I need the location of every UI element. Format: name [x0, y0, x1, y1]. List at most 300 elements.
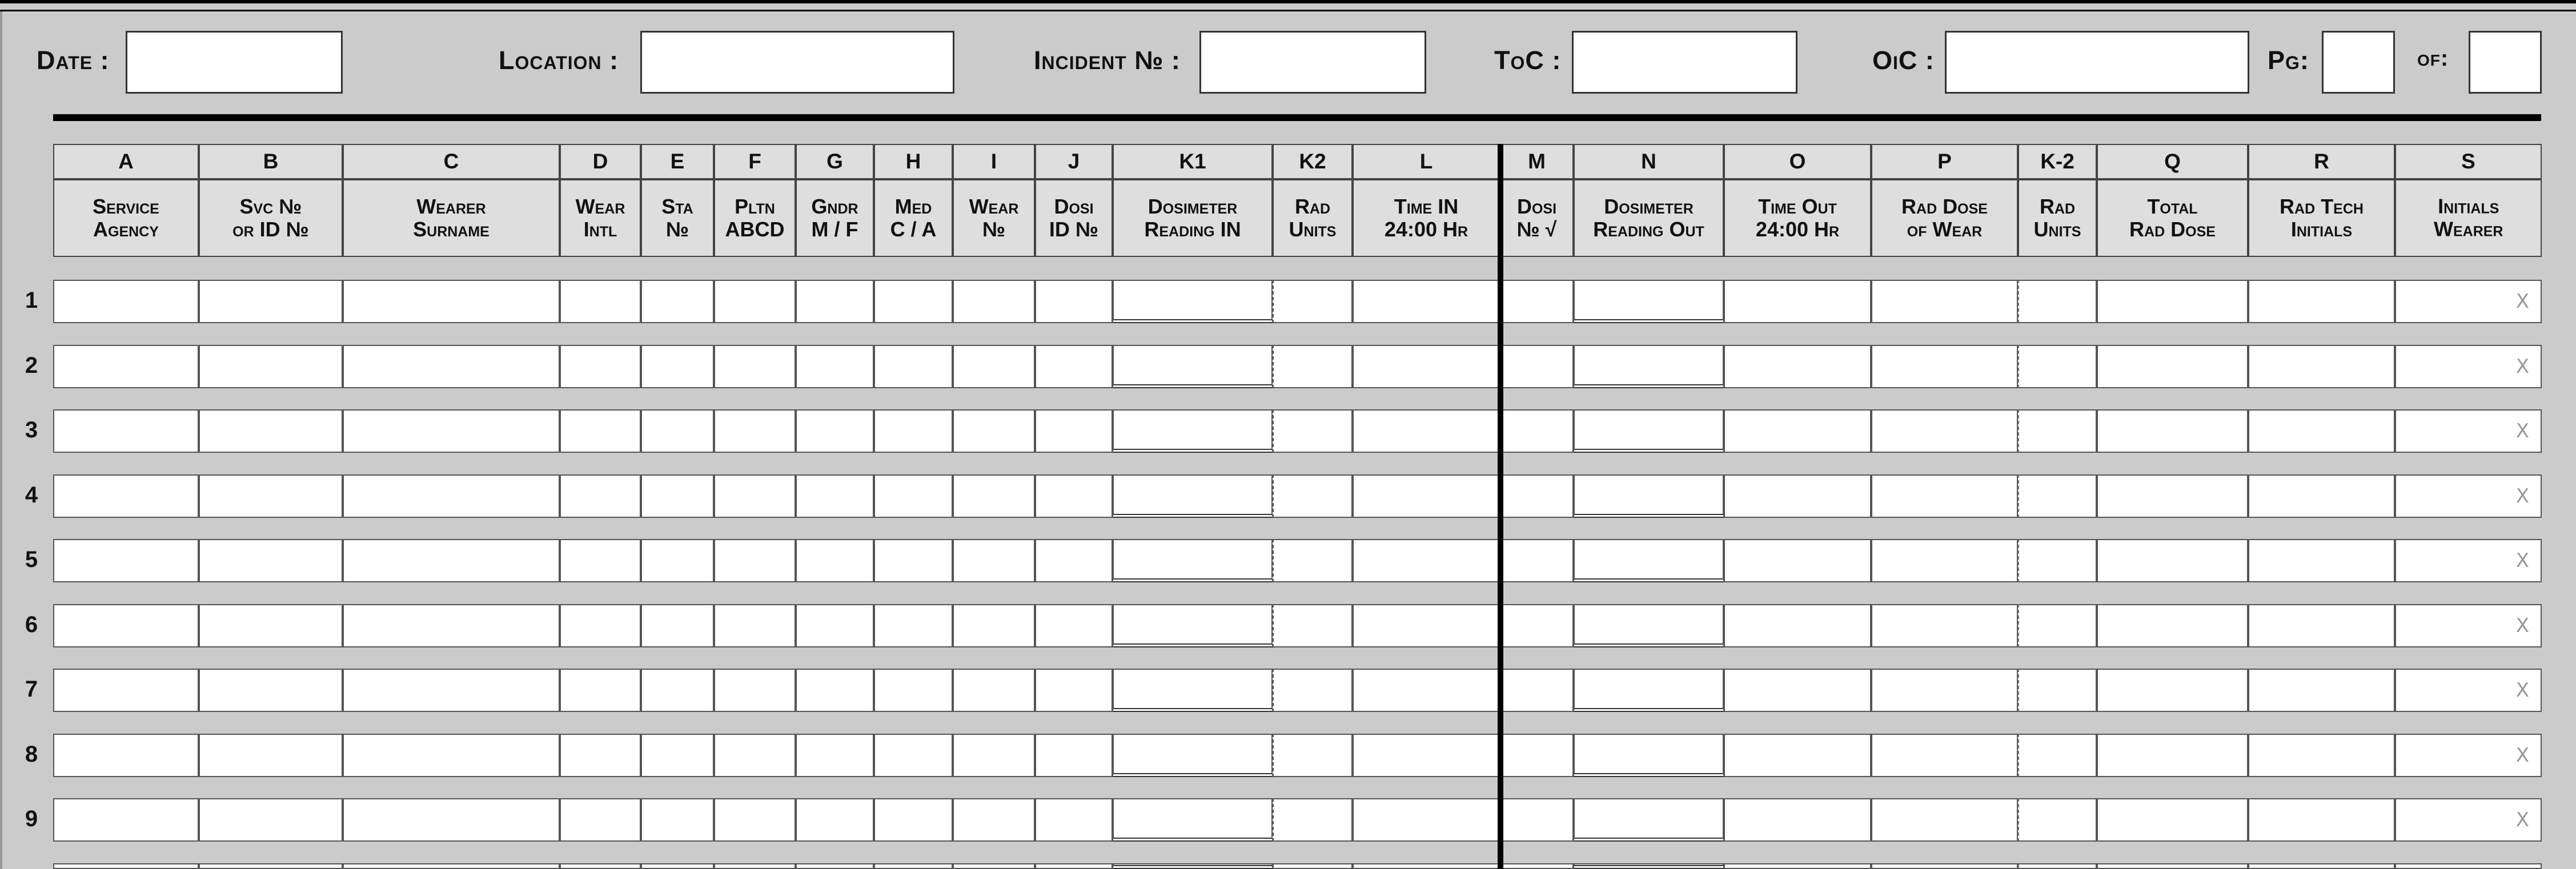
table-cell-k2[interactable] [1273, 604, 1353, 647]
table-cell-q[interactable] [2097, 734, 2248, 777]
table-cell-e[interactable] [641, 734, 714, 777]
table-cell-n[interactable] [1574, 280, 1724, 323]
table-cell-f[interactable] [714, 669, 796, 712]
table-cell-g[interactable] [796, 539, 874, 582]
table-cell-q[interactable] [2097, 345, 2248, 388]
column-header-line1: Svc № [239, 195, 302, 219]
table-cell-a[interactable] [53, 734, 199, 777]
table-cell-g[interactable] [796, 604, 874, 647]
top-border [0, 0, 2576, 11]
column-header-line2: Intl [583, 218, 617, 241]
table-cell-f[interactable] [714, 280, 796, 323]
table-cell-j[interactable] [1035, 409, 1113, 453]
table-cell-l[interactable] [1353, 474, 1500, 518]
table-cell-q[interactable] [2097, 669, 2248, 712]
row-number: 8 [25, 742, 38, 767]
table-cell-n[interactable] [1574, 474, 1724, 518]
column-header-line1: Gndr [811, 195, 858, 219]
page-of-label: of: [2417, 46, 2449, 71]
table-cell-k-2[interactable] [2018, 798, 2097, 842]
column-letter-f: F [714, 144, 796, 179]
table-cell-q[interactable] [2097, 863, 2248, 869]
column-header-line1: Rad Tech [2280, 195, 2364, 219]
table-cell-k2[interactable] [1273, 345, 1353, 388]
table-cell-h[interactable] [874, 280, 953, 323]
column-header-text [2280, 195, 2364, 240]
table-cell-s[interactable] [2395, 539, 2542, 582]
table-cell-h[interactable] [874, 539, 953, 582]
table-cell-s[interactable] [2395, 345, 2542, 388]
location-field[interactable] [640, 31, 954, 94]
column-header-line1: Rad Dose [1901, 195, 1988, 219]
left-border [0, 11, 2, 869]
column-header-text [1144, 195, 1241, 240]
table-cell-s[interactable] [2395, 604, 2542, 647]
table-cell-a[interactable] [53, 604, 199, 647]
row-number: 6 [25, 612, 38, 637]
wearer-initials-mark: X [2515, 808, 2529, 831]
table-cell-p[interactable] [1871, 798, 2018, 842]
table-cell-k2[interactable] [1273, 734, 1353, 777]
row-number: 7 [25, 677, 38, 702]
table-cell-d[interactable] [560, 669, 641, 712]
table-cell-o[interactable] [1724, 539, 1871, 582]
column-header-line1: Dosi [1054, 195, 1094, 219]
column-header-h [874, 179, 953, 257]
table-cell-d[interactable] [560, 345, 641, 388]
table-cell-r[interactable] [2248, 798, 2395, 842]
column-header-text [2434, 195, 2503, 240]
column-header-line2: № [665, 218, 689, 241]
incident-label: Incident № : [1034, 46, 1181, 75]
table-cell-a[interactable] [53, 409, 199, 453]
page-label: Pg: [2268, 46, 2309, 75]
column-letter-h: H [874, 144, 953, 179]
table-cell-r[interactable] [2248, 474, 2395, 518]
table-cell-j[interactable] [1035, 280, 1113, 323]
table-cell-m[interactable] [1500, 863, 1574, 869]
oic-label: OiC : [1872, 46, 1935, 75]
table-cell-c[interactable] [343, 604, 560, 647]
table-cell-q[interactable] [2097, 604, 2248, 647]
column-header-line2: ID № [1049, 218, 1099, 241]
column-header-line2: Reading IN [1144, 218, 1241, 241]
table-cell-g[interactable] [796, 734, 874, 777]
table-cell-j[interactable] [1035, 539, 1113, 582]
table-cell-d[interactable] [560, 539, 641, 582]
table-cell-e[interactable] [641, 798, 714, 842]
column-header-g [796, 179, 874, 257]
table-cell-j[interactable] [1035, 798, 1113, 842]
table-cell-j[interactable] [1035, 604, 1113, 647]
table-cell-l[interactable] [1353, 863, 1500, 869]
table-cell-i[interactable] [953, 409, 1035, 453]
table-cell-c[interactable] [343, 863, 560, 869]
table-cell-a[interactable] [53, 863, 199, 869]
table-cell-g[interactable] [796, 345, 874, 388]
column-header-line2: ABCD [725, 218, 785, 241]
table-cell-s[interactable] [2395, 863, 2542, 869]
column-header-j [1035, 179, 1113, 257]
header-rule [53, 114, 2541, 121]
table-cell-k2[interactable] [1273, 863, 1353, 869]
table-cell-k1[interactable] [1113, 409, 1273, 453]
table-cell-k-2[interactable] [2018, 474, 2097, 518]
table-cell-e[interactable] [641, 474, 714, 518]
table-cell-b[interactable] [199, 669, 343, 712]
table-cell-c[interactable] [343, 474, 560, 518]
table-cell-r[interactable] [2248, 604, 2395, 647]
column-header-text [1901, 195, 1988, 240]
table-cell-o[interactable] [1724, 280, 1871, 323]
column-header-line2: C / A [890, 218, 937, 241]
table-cell-d[interactable] [560, 280, 641, 323]
table-cell-b[interactable] [199, 604, 343, 647]
column-header-line1: Service [93, 195, 159, 219]
table-cell-i[interactable] [953, 280, 1035, 323]
table-cell-i[interactable] [953, 539, 1035, 582]
table-cell-s[interactable] [2395, 474, 2542, 518]
table-cell-k1[interactable] [1113, 863, 1273, 869]
table-cell-p[interactable] [1871, 474, 2018, 518]
table-cell-g[interactable] [796, 409, 874, 453]
column-header-line2: Agency [93, 218, 159, 241]
column-header-text [1756, 195, 1839, 240]
table-cell-b[interactable] [199, 474, 343, 518]
table-cell-r[interactable] [2248, 734, 2395, 777]
column-header-k1 [1113, 179, 1273, 257]
table-cell-h[interactable] [874, 345, 953, 388]
table-cell-r[interactable] [2248, 863, 2395, 869]
incident-field[interactable] [1199, 31, 1426, 94]
table-cell-k1[interactable] [1113, 345, 1273, 388]
table-cell-k-2[interactable] [2018, 539, 2097, 582]
table-cell-n[interactable] [1574, 669, 1724, 712]
table-cell-n[interactable] [1574, 798, 1724, 842]
table-cell-k-2[interactable] [2018, 863, 2097, 869]
table-cell-q[interactable] [2097, 798, 2248, 842]
table-cell-r[interactable] [2248, 345, 2395, 388]
column-header-text [413, 195, 489, 240]
table-cell-r[interactable] [2248, 409, 2395, 453]
table-cell-g[interactable] [796, 280, 874, 323]
table-cell-d[interactable] [560, 409, 641, 453]
table-cell-o[interactable] [1724, 345, 1871, 388]
table-cell-a[interactable] [53, 669, 199, 712]
table-cell-h[interactable] [874, 409, 953, 453]
table-cell-b[interactable] [199, 798, 343, 842]
wearer-initials-mark: X [2515, 549, 2529, 572]
table-cell-k2[interactable] [1273, 409, 1353, 453]
table-cell-l[interactable] [1353, 409, 1500, 453]
table-cell-h[interactable] [874, 863, 953, 869]
column-letter-j: J [1035, 144, 1113, 179]
table-cell-o[interactable] [1724, 669, 1871, 712]
table-cell-i[interactable] [953, 474, 1035, 518]
column-header-text [661, 195, 693, 240]
table-cell-d[interactable] [560, 863, 641, 869]
table-cell-p[interactable] [1871, 734, 2018, 777]
table-cell-k-2[interactable] [2018, 280, 2097, 323]
table-cell-m[interactable] [1500, 409, 1574, 453]
table-cell-k2[interactable] [1273, 474, 1353, 518]
table-cell-q[interactable] [2097, 280, 2248, 323]
table-cell-o[interactable] [1724, 863, 1871, 869]
column-letter-k1: K1 [1113, 144, 1273, 179]
column-letter-s: S [2395, 144, 2542, 179]
column-header-line1: Time Out [1758, 195, 1837, 219]
table-cell-g[interactable] [796, 474, 874, 518]
table-cell-h[interactable] [874, 734, 953, 777]
table-cell-n[interactable] [1574, 409, 1724, 453]
table-cell-b[interactable] [199, 539, 343, 582]
oic-field[interactable] [1945, 31, 2249, 94]
column-header-line1: Pltn [735, 195, 775, 219]
table-cell-p[interactable] [1871, 669, 2018, 712]
table-cell-i[interactable] [953, 345, 1035, 388]
table-cell-l[interactable] [1353, 539, 1500, 582]
column-header-i [953, 179, 1035, 257]
column-header-line1: Med [894, 195, 932, 219]
table-cell-s[interactable] [2395, 669, 2542, 712]
table-cell-k1[interactable] [1113, 474, 1273, 518]
table-cell-g[interactable] [796, 863, 874, 869]
page-field[interactable] [2322, 31, 2395, 94]
column-header-line1: Rad [1294, 195, 1331, 219]
table-cell-i[interactable] [953, 604, 1035, 647]
table-cell-o[interactable] [1724, 798, 1871, 842]
table-cell-b[interactable] [199, 863, 343, 869]
table-cell-k2[interactable] [1273, 669, 1353, 712]
table-cell-s[interactable] [2395, 280, 2542, 323]
table-cell-i[interactable] [953, 734, 1035, 777]
column-header-text [811, 195, 858, 240]
table-cell-m[interactable] [1500, 345, 1574, 388]
table-cell-a[interactable] [53, 345, 199, 388]
table-cell-n[interactable] [1574, 345, 1724, 388]
table-cell-j[interactable] [1035, 669, 1113, 712]
table-cell-p[interactable] [1871, 863, 2018, 869]
wearer-initials-mark: X [2515, 355, 2529, 378]
table-cell-l[interactable] [1353, 280, 1500, 323]
table-cell-g[interactable] [796, 798, 874, 842]
table-cell-c[interactable] [343, 734, 560, 777]
table-cell-e[interactable] [641, 604, 714, 647]
table-cell-s[interactable] [2395, 409, 2542, 453]
column-letter-b: B [199, 144, 343, 179]
table-cell-b[interactable] [199, 345, 343, 388]
table-cell-k-2[interactable] [2018, 734, 2097, 777]
table-cell-o[interactable] [1724, 474, 1871, 518]
column-header-line2: Initials [2290, 218, 2353, 241]
table-cell-s[interactable] [2395, 734, 2542, 777]
table-cell-n[interactable] [1574, 604, 1724, 647]
column-header-text [232, 195, 309, 240]
table-cell-m[interactable] [1500, 734, 1574, 777]
table-cell-k-2[interactable] [2018, 345, 2097, 388]
table-cell-j[interactable] [1035, 734, 1113, 777]
table-cell-a[interactable] [53, 539, 199, 582]
table-cell-h[interactable] [874, 669, 953, 712]
table-cell-c[interactable] [343, 798, 560, 842]
column-header-line1: Wearer [2433, 218, 2503, 241]
table-cell-b[interactable] [199, 734, 343, 777]
table-cell-f[interactable] [714, 863, 796, 869]
table-cell-e[interactable] [641, 539, 714, 582]
table-cell-a[interactable] [53, 798, 199, 842]
table-cell-k1[interactable] [1113, 604, 1273, 647]
table-cell-d[interactable] [560, 798, 641, 842]
table-cell-h[interactable] [874, 798, 953, 842]
table-cell-k1[interactable] [1113, 734, 1273, 777]
column-header-line2: or ID № [232, 218, 309, 241]
table-cell-m[interactable] [1500, 798, 1574, 842]
table-cell-f[interactable] [714, 734, 796, 777]
table-cell-c[interactable] [343, 409, 560, 453]
column-letter-a: A [53, 144, 199, 179]
table-cell-k1[interactable] [1113, 669, 1273, 712]
table-cell-c[interactable] [343, 345, 560, 388]
column-letter-g: G [796, 144, 874, 179]
column-header-k2 [1273, 179, 1353, 257]
table-cell-k2[interactable] [1273, 280, 1353, 323]
table-cell-e[interactable] [641, 863, 714, 869]
table-cell-l[interactable] [1353, 604, 1500, 647]
table-cell-m[interactable] [1500, 474, 1574, 518]
table-cell-m[interactable] [1500, 604, 1574, 647]
table-cell-d[interactable] [560, 734, 641, 777]
row-number: 1 [25, 288, 38, 313]
column-header-text [725, 195, 785, 240]
table-cell-m[interactable] [1500, 669, 1574, 712]
table-cell-a[interactable] [53, 280, 199, 323]
column-header-line1: Dosimeter [1147, 195, 1238, 219]
table-cell-k2[interactable] [1273, 539, 1353, 582]
column-header-q [2097, 179, 2248, 257]
wearer-initials-mark: X [2515, 420, 2529, 442]
table-cell-o[interactable] [1724, 409, 1871, 453]
table-cell-k-2[interactable] [2018, 604, 2097, 647]
table-cell-p[interactable] [1871, 539, 2018, 582]
table-cell-s[interactable] [2395, 798, 2542, 842]
table-cell-d[interactable] [560, 474, 641, 518]
table-cell-m[interactable] [1500, 539, 1574, 582]
table-cell-f[interactable] [714, 345, 796, 388]
table-cell-g[interactable] [796, 669, 874, 712]
table-cell-k1[interactable] [1113, 798, 1273, 842]
page-of-field[interactable] [2469, 31, 2542, 94]
table-cell-d[interactable] [560, 604, 641, 647]
table-cell-l[interactable] [1353, 669, 1500, 712]
column-header-text [93, 195, 159, 240]
table-cell-j[interactable] [1035, 345, 1113, 388]
table-cell-i[interactable] [953, 863, 1035, 869]
table-cell-m[interactable] [1500, 280, 1574, 323]
column-letter-i: I [953, 144, 1035, 179]
column-header-line1: Total [2147, 195, 2198, 219]
table-cell-l[interactable] [1353, 734, 1500, 777]
column-letter-r: R [2248, 144, 2395, 179]
column-header-text [969, 195, 1019, 240]
column-header-line1: Rad [2039, 195, 2076, 219]
table-cell-f[interactable] [714, 474, 796, 518]
table-cell-i[interactable] [953, 798, 1035, 842]
table-cell-l[interactable] [1353, 345, 1500, 388]
table-cell-e[interactable] [641, 409, 714, 453]
column-letter-e: E [641, 144, 714, 179]
table-cell-q[interactable] [2097, 539, 2248, 582]
table-cell-r[interactable] [2248, 669, 2395, 712]
table-cell-f[interactable] [714, 604, 796, 647]
toc-field[interactable] [1572, 31, 1797, 94]
wearer-initials-mark: X [2515, 485, 2529, 508]
column-header-s [2395, 179, 2542, 257]
column-letter-p: P [1871, 144, 2018, 179]
table-cell-e[interactable] [641, 669, 714, 712]
column-letter-c: C [343, 144, 560, 179]
date-field[interactable] [126, 31, 343, 94]
table-cell-l[interactable] [1353, 798, 1500, 842]
table-cell-n[interactable] [1574, 734, 1724, 777]
table-cell-n[interactable] [1574, 539, 1724, 582]
table-cell-k1[interactable] [1113, 280, 1273, 323]
column-letter-l: L [1353, 144, 1500, 179]
table-cell-q[interactable] [2097, 474, 2248, 518]
table-cell-p[interactable] [1871, 280, 2018, 323]
table-cell-h[interactable] [874, 474, 953, 518]
table-cell-f[interactable] [714, 539, 796, 582]
column-header-text [1593, 195, 1704, 240]
row-number: 5 [25, 547, 38, 572]
table-cell-k2[interactable] [1273, 798, 1353, 842]
table-cell-p[interactable] [1871, 345, 2018, 388]
column-header-text [1289, 195, 1337, 240]
table-cell-f[interactable] [714, 409, 796, 453]
table-cell-b[interactable] [199, 280, 343, 323]
column-header-text [2129, 195, 2216, 240]
table-cell-r[interactable] [2248, 280, 2395, 323]
table-cell-a[interactable] [53, 474, 199, 518]
row-number: 2 [25, 353, 38, 378]
table-cell-k1[interactable] [1113, 539, 1273, 582]
table-cell-k-2[interactable] [2018, 409, 2097, 453]
table-cell-h[interactable] [874, 604, 953, 647]
table-cell-i[interactable] [953, 669, 1035, 712]
column-header-line2: Reading Out [1593, 218, 1704, 241]
table-cell-e[interactable] [641, 280, 714, 323]
column-header-b [199, 179, 343, 257]
row-number: 3 [25, 417, 38, 442]
column-letter-m: M [1500, 144, 1574, 179]
table-cell-p[interactable] [1871, 409, 2018, 453]
table-cell-n[interactable] [1574, 863, 1724, 869]
table-cell-k-2[interactable] [2018, 669, 2097, 712]
table-cell-p[interactable] [1871, 604, 2018, 647]
table-cell-q[interactable] [2097, 409, 2248, 453]
table-cell-c[interactable] [343, 539, 560, 582]
table-cell-e[interactable] [641, 345, 714, 388]
table-cell-b[interactable] [199, 409, 343, 453]
column-header-e [641, 179, 714, 257]
table-cell-j[interactable] [1035, 863, 1113, 869]
table-cell-j[interactable] [1035, 474, 1113, 518]
table-cell-c[interactable] [343, 280, 560, 323]
table-cell-c[interactable] [343, 669, 560, 712]
table-cell-f[interactable] [714, 798, 796, 842]
table-cell-o[interactable] [1724, 604, 1871, 647]
table-cell-r[interactable] [2248, 539, 2395, 582]
table-cell-o[interactable] [1724, 734, 1871, 777]
